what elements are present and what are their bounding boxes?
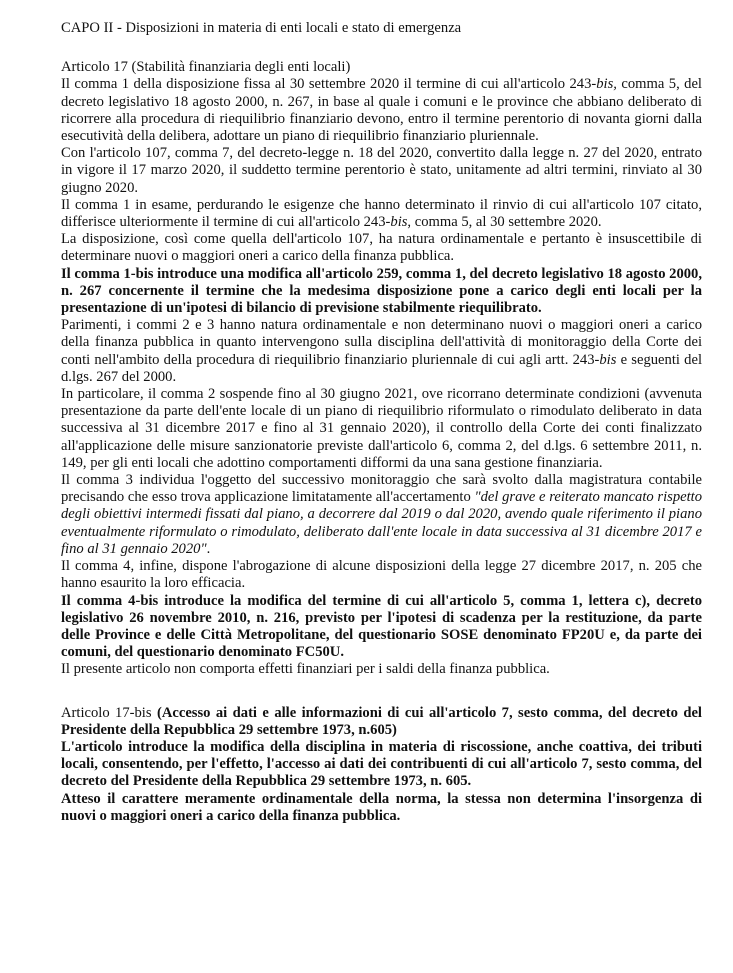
article-17-bis-title: Articolo 17-bis (Accesso ai dati e alle informazioni di cui all'articolo 7, sesto comma, del decreto del Presidente della Repubblica 29 settembre 1973, n.605) [61,704,702,738]
article-17-bis-paragraph-1: L'articolo introduce la modifica della disciplina in materia di riscossione, anche coattiva, dei tributi locali, consentendo, per l'effetto, l'accesso ai dati dei contribuenti di cui all'articolo 7, sesto comma, del decreto del Presidente della Repubblica 29 settembre 1973, n. 605. [61,738,702,790]
article-17-paragraph-8: Il comma 3 individua l'oggetto del successivo monitoraggio che sarà svolto dalla magistratura contabile precisando che esso trova applicazione limitatamente all'accertamento "del grave e reiterato mancato rispetto degli obiettivi intermedi fissati dal piano, a decorrere dal 2019 o dal 2020, avendo quale riferimento il piano eventualmente riformulato o rimodulato, deliberato dall'ente locale in data successiva al 31 dicembre 2017 e fino al 31 gennaio 2020". [61,472,702,557]
chapter-title: CAPO II - Disposizioni in materia di enti locali e stato di emergenza [61,20,462,36]
article-17-paragraph-11: Il presente articolo non comporta effetti finanziari per i saldi della finanza pubblica. [61,661,550,678]
article-17-paragraph-9: Il comma 4, infine, dispone l'abrogazione di alcune disposizioni della legge 27 dicembre 2017, n. 205 che hanno esaurito la loro efficacia. [61,558,702,592]
article-17-paragraph-4: La disposizione, così come quella dell'articolo 107, ha natura ordinamentale e pertanto è insuscettibile di determinare nuovi o maggiori oneri a carico della finanza pubblica. [61,231,702,265]
article-17-paragraph-7: In particolare, il comma 2 sospende fino al 30 giugno 2021, ove ricorrano determinate condizioni (avvenuta presentazione da parte dell'ente locale di un piano di riequilibrio riformulato o rimodulato deliberato in data successiva al 31 dicembre 2017 e fino al 31 gennaio 2020), il controllo della Corte dei conti finalizzato all'applicazione delle misure sanzionatorie previste dall'articolo 6, comma 2, del d.lgs. 6 settembre 2011, n. 149, per gli enti locali che adottino comportamenti difformi da una sana gestione finanziaria. [61,386,702,471]
article-17-paragraph-6: Parimenti, i commi 2 e 3 hanno natura ordinamentale e non determinano nuovi o maggiori oneri a carico della finanza pubblica in quanto intervengono sulla disciplina dell'attività di monitoraggio della Corte dei conti nell'ambito della procedura di riequilibrio finanziario pluriennale di cui agli artt. 243-bis e seguenti del d.lgs. 267 del 2000. [61,317,702,385]
article-17-paragraph-3: Il comma 1 in esame, perdurando le esigenze che hanno determinato il rinvio di cui all'articolo 107 citato, differisce ulteriormente il termine di cui all'articolo 243-bis, comma 5, al 30 settembre 2020. [61,196,702,231]
article-17-paragraph-2: Con l'articolo 107, comma 7, del decreto-legge n. 18 del 2020, convertito dalla legge n. 27 del 2020, entrato in vigore il 17 marzo 2020, il suddetto termine perentorio è stato, unitamente ad altri termini, rinviato al 30 giugno 2020. [61,145,702,196]
document-page [61,20,702,825]
section-spacer [61,679,702,705]
article-17-title: Articolo 17 (Stabilità finanziaria degli enti locali) [61,59,351,76]
article-17-paragraph-1: Il comma 1 della disposizione fissa al 30 settembre 2020 il termine di cui all'articolo 243-bis, comma 5, del decreto legislativo 18 agosto 2000, n. 267, in base al quale i comuni e le province che abbiano deliberato di ricorrere alla procedura di riequilibrio finanziario devono, entro il termine perentorio di novanta giorni dalla esecutività della delibera, adottare un piano di riequilibrio finanziario pluriennale. [61,76,702,145]
article-17-paragraph-10: Il comma 4-bis introduce la modifica del termine di cui all'articolo 5, comma 1, lettera c), decreto legislativo 26 novembre 2010, n. 216, previsto per l'ipotesi di scadenza per la restituzione, da parte delle Province e delle Città Metropolitane, del questionario SOSE denominato FP20U e, da parte dei comuni, del questionario denominato FC50U. [61,592,702,661]
article-17-paragraph-5: Il comma 1-bis introduce una modifica all'articolo 259, comma 1, del decreto legislativo 18 agosto 2000, n. 267 concernente il termine che la medesima disposizione pone a carico degli enti locali per la presentazione di un'ipotesi di bilancio di previsione stabilmente riequilibrato. [61,265,702,317]
article-17-bis-paragraph-2: Atteso il carattere meramente ordinamentale della norma, la stessa non determina l'insorgenza di nuovi o maggiori oneri a carico della finanza pubblica. [61,790,702,824]
